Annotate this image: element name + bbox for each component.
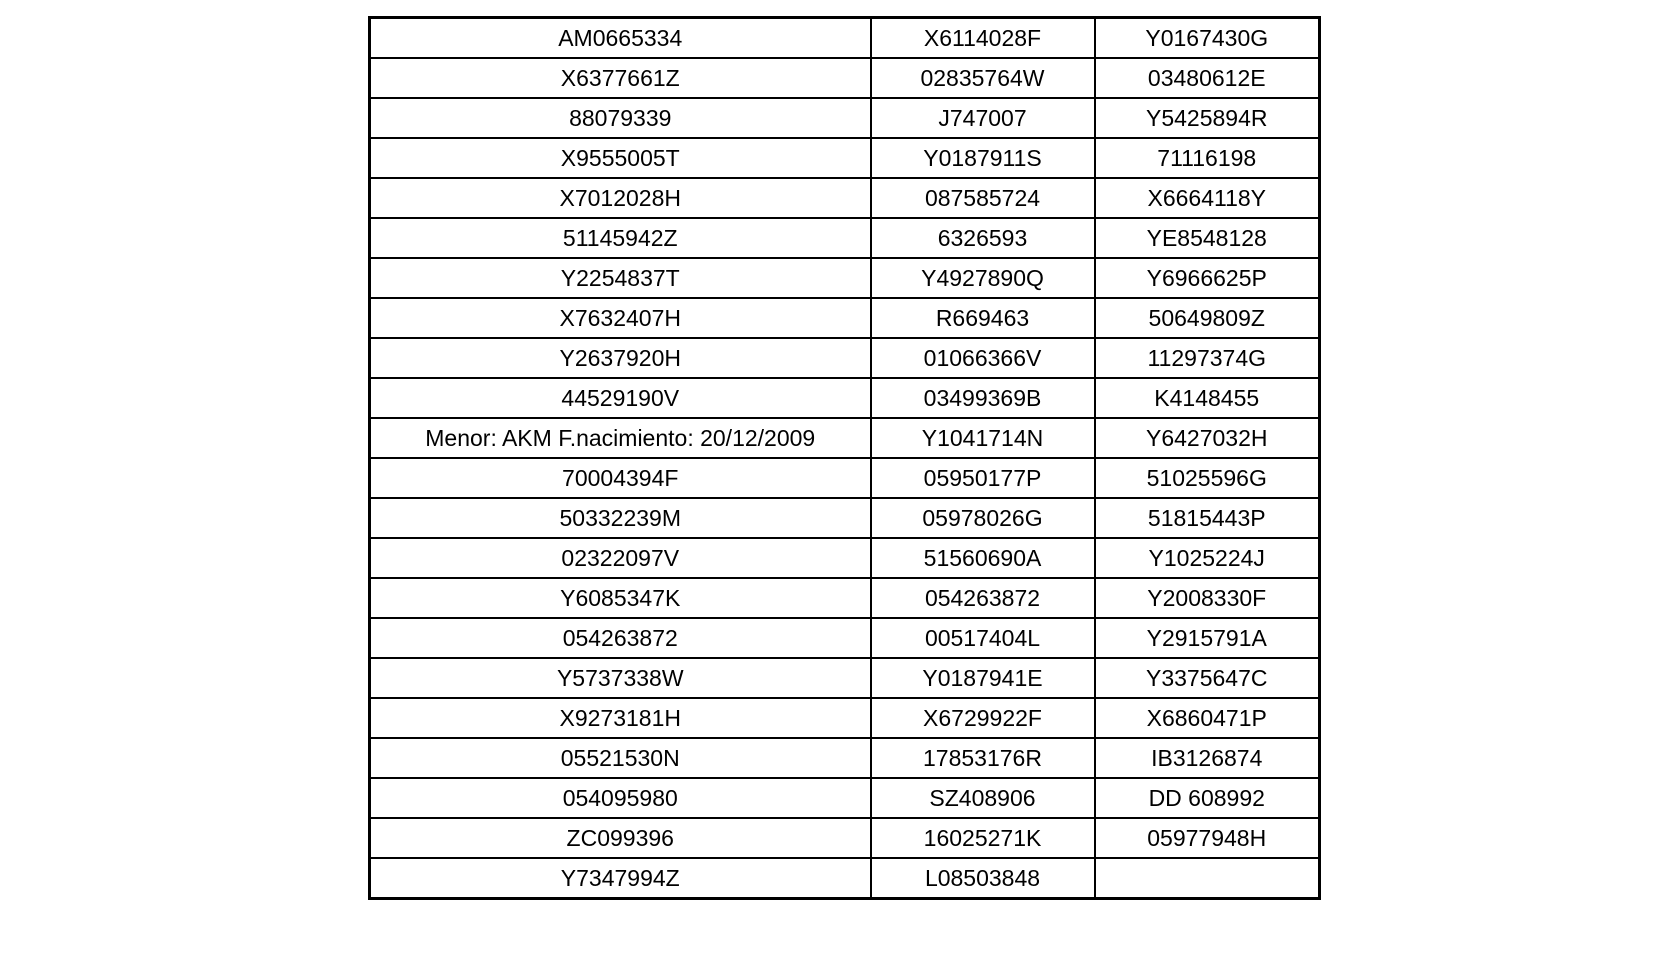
table-row <box>370 418 1320 458</box>
table-cell: Y0167430G <box>1095 18 1320 59</box>
table-cell: X7012028H <box>370 178 871 218</box>
table-cell: 054263872 <box>370 618 871 658</box>
table-cell: Y6427032H <box>1095 418 1320 458</box>
table-cell: X9555005T <box>370 138 871 178</box>
table-row <box>370 738 1320 778</box>
table-cell: 50649809Z <box>1095 298 1320 338</box>
table-cell: 44529190V <box>370 378 871 418</box>
table-row <box>370 298 1320 338</box>
table-cell: Y6085347K <box>370 578 871 618</box>
table-cell: Y7347994Z <box>370 858 871 899</box>
table-cell: 51145942Z <box>370 218 871 258</box>
table-cell: AM0665334 <box>370 18 871 59</box>
table-cell: 02835764W <box>871 58 1095 98</box>
table-row <box>370 818 1320 858</box>
table-row <box>370 178 1320 218</box>
table-cell: L08503848 <box>871 858 1095 899</box>
table-cell: Y2915791A <box>1095 618 1320 658</box>
table-row <box>370 538 1320 578</box>
table-cell: 88079339 <box>370 98 871 138</box>
table-row <box>370 858 1320 899</box>
table-cell: 50332239M <box>370 498 871 538</box>
table-cell: 05978026G <box>871 498 1095 538</box>
table-cell: Y1041714N <box>871 418 1095 458</box>
table-row <box>370 218 1320 258</box>
table-cell: SZ408906 <box>871 778 1095 818</box>
table-cell: 054263872 <box>871 578 1095 618</box>
table-cell <box>1095 858 1320 899</box>
table-cell: 05977948H <box>1095 818 1320 858</box>
table-cell: J747007 <box>871 98 1095 138</box>
table-cell: ZC099396 <box>370 818 871 858</box>
table-row <box>370 378 1320 418</box>
table-cell: 71116198 <box>1095 138 1320 178</box>
table-cell: 51025596G <box>1095 458 1320 498</box>
table-cell: R669463 <box>871 298 1095 338</box>
table-cell: Y3375647C <box>1095 658 1320 698</box>
id-document-table <box>368 16 1321 900</box>
table-cell: Y2254837T <box>370 258 871 298</box>
table-cell: 054095980 <box>370 778 871 818</box>
table-cell: 16025271K <box>871 818 1095 858</box>
table-cell: 01066366V <box>871 338 1095 378</box>
table-cell: 51560690A <box>871 538 1095 578</box>
table-row <box>370 498 1320 538</box>
table-cell: YE8548128 <box>1095 218 1320 258</box>
table-cell: 17853176R <box>871 738 1095 778</box>
table-cell: 6326593 <box>871 218 1095 258</box>
table-cell: 03480612E <box>1095 58 1320 98</box>
table-cell: 70004394F <box>370 458 871 498</box>
table-row <box>370 578 1320 618</box>
table-cell: DD 608992 <box>1095 778 1320 818</box>
table-cell: Y0187941E <box>871 658 1095 698</box>
table-row <box>370 18 1320 59</box>
table-cell: Y1025224J <box>1095 538 1320 578</box>
table-cell: X7632407H <box>370 298 871 338</box>
table-cell: Y6966625P <box>1095 258 1320 298</box>
table-cell: X6860471P <box>1095 698 1320 738</box>
table-cell: 51815443P <box>1095 498 1320 538</box>
table-cell: 05521530N <box>370 738 871 778</box>
table-row <box>370 58 1320 98</box>
table-cell: X6664118Y <box>1095 178 1320 218</box>
table-cell: Y4927890Q <box>871 258 1095 298</box>
table-cell: X6114028F <box>871 18 1095 59</box>
table-cell: Y2008330F <box>1095 578 1320 618</box>
table-cell: IB3126874 <box>1095 738 1320 778</box>
table-cell: Y5737338W <box>370 658 871 698</box>
table-cell: Y0187911S <box>871 138 1095 178</box>
table-cell: Y2637920H <box>370 338 871 378</box>
table-row <box>370 98 1320 138</box>
table-row <box>370 698 1320 738</box>
table-cell: 02322097V <box>370 538 871 578</box>
table-cell: 11297374G <box>1095 338 1320 378</box>
table-cell: 05950177P <box>871 458 1095 498</box>
table-row <box>370 778 1320 818</box>
table-cell: Menor: AKM F.nacimiento: 20/12/2009 <box>370 418 871 458</box>
table-row <box>370 258 1320 298</box>
table-cell: X6377661Z <box>370 58 871 98</box>
table-cell: X9273181H <box>370 698 871 738</box>
table-cell: 087585724 <box>871 178 1095 218</box>
table-row <box>370 338 1320 378</box>
table-cell: Y5425894R <box>1095 98 1320 138</box>
table-row <box>370 458 1320 498</box>
table-cell: 00517404L <box>871 618 1095 658</box>
table-cell: K4148455 <box>1095 378 1320 418</box>
table-row <box>370 138 1320 178</box>
table-row <box>370 658 1320 698</box>
table-cell: 03499369B <box>871 378 1095 418</box>
table-row <box>370 618 1320 658</box>
table-cell: X6729922F <box>871 698 1095 738</box>
table-body <box>370 18 1320 899</box>
